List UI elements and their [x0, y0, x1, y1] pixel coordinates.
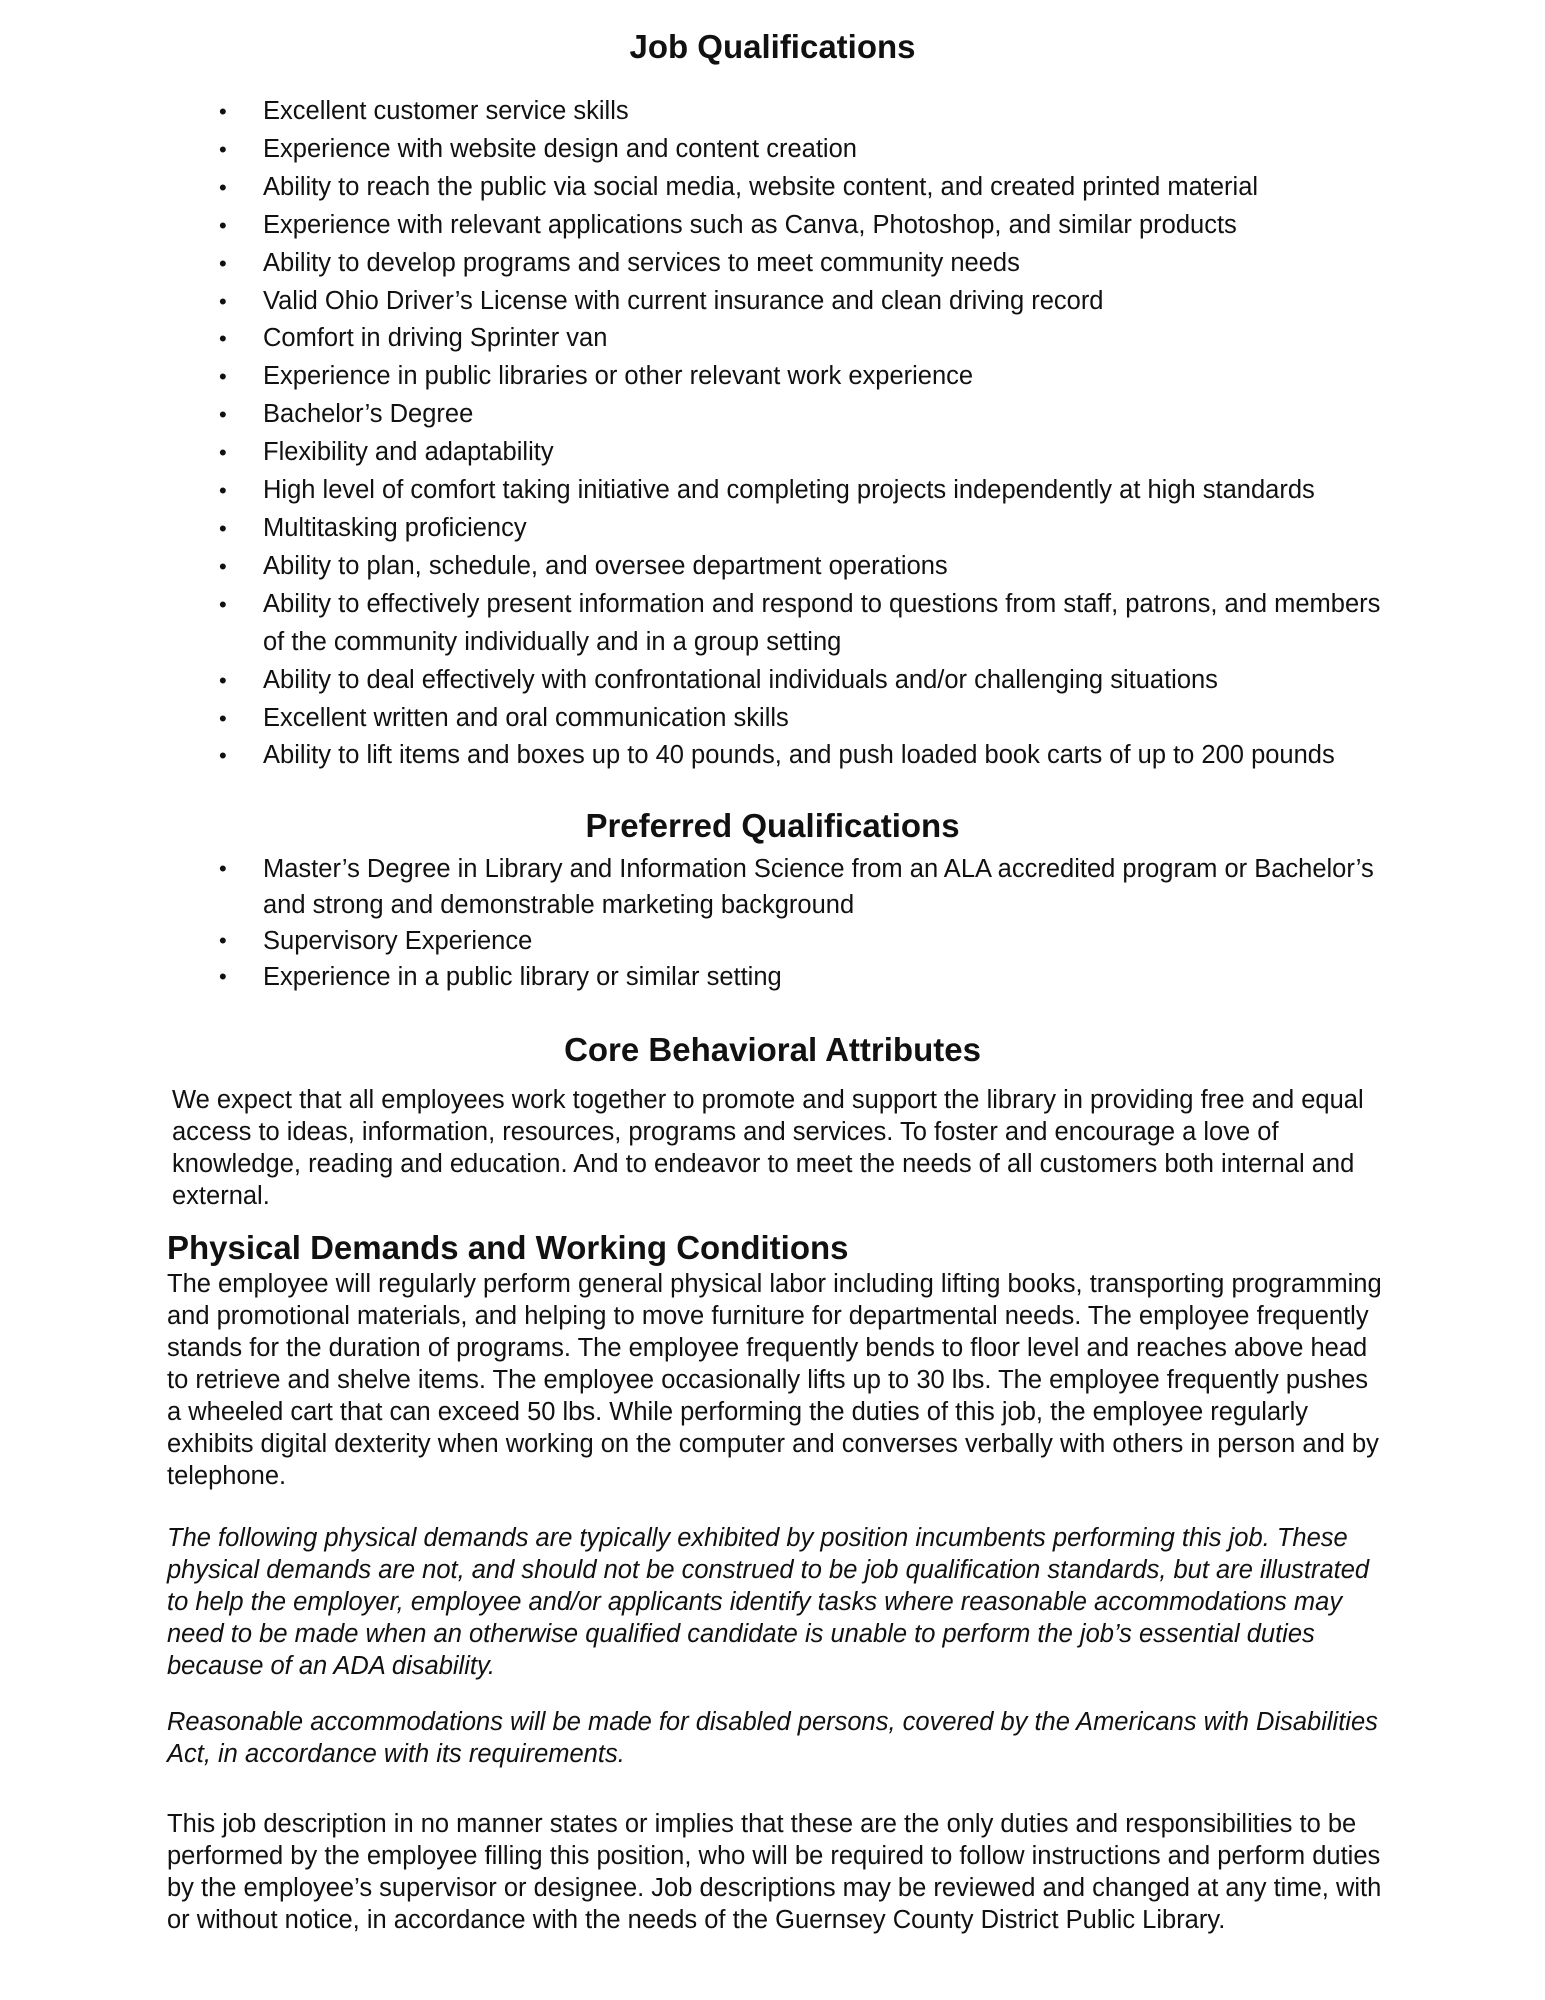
- list-item: [0, 358, 1545, 396]
- list-item-text: Experience in a public library or similar setting: [263, 963, 782, 991]
- list-item: [0, 737, 1545, 775]
- list-item: [0, 510, 1545, 548]
- list-item-text: Ability to develop programs and services to meet community needs: [263, 248, 1020, 277]
- list-item: [0, 700, 1545, 738]
- list-item-text: Experience in public libraries or other relevant work experience: [263, 362, 974, 391]
- bullet-icon: •: [219, 705, 227, 731]
- bullet-icon: •: [219, 964, 227, 989]
- list-item-text: Comfort in driving Sprinter van: [263, 324, 608, 353]
- bullet-icon: •: [219, 99, 227, 124]
- bullet-icon: •: [219, 326, 227, 352]
- bullet-icon: •: [219, 667, 227, 693]
- bullet-icon: •: [219, 402, 227, 428]
- accommodations-note: Reasonable accommodations will be made for disabled persons, covered by the Americans with Disabilities Act, in accordance with its requirements.: [167, 1708, 1378, 1768]
- list-item-text: Experience with website design and content creation: [263, 134, 857, 163]
- list-item-text: Valid Ohio Driver’s License with current insurance and clean driving record: [263, 286, 1104, 315]
- list-item: [0, 169, 1545, 207]
- list-item: [0, 245, 1545, 283]
- list-item: [0, 548, 1545, 586]
- bullet-icon: •: [219, 591, 227, 617]
- physical-demands-note: The following physical demands are typically exhibited by position incumbents performing this job. These physical demands are not, and should not be construed to be job qualification standards, but are illustrated to help the employer, employee and/or applicants identify tasks where reasonable accommodations may need to be made when an otherwise qualified candidate is unable to perform the job’s essential duties because of an ADA disability.: [167, 1524, 1370, 1680]
- bullet-icon: •: [219, 212, 227, 238]
- list-item: [0, 851, 1545, 923]
- job-qualifications-heading: Job Qualifications: [629, 28, 916, 65]
- preferred-qualifications-list: [0, 851, 1545, 995]
- bullet-icon: •: [219, 440, 227, 466]
- bullet-icon: •: [219, 928, 227, 953]
- bullet-icon: •: [219, 364, 227, 390]
- core-behavioral-attributes-heading: Core Behavioral Attributes: [564, 1031, 981, 1068]
- bullet-icon: •: [219, 515, 227, 541]
- bullet-icon: •: [219, 288, 227, 314]
- list-item-text: High level of comfort taking initiative and completing projects independently at high standards: [263, 476, 1315, 505]
- list-item: [0, 662, 1545, 700]
- physical-demands-text: The employee will regularly perform general physical labor including lifting books, transporting programming and promotional materials, and helping to move furniture for departmental needs. The employee frequently stands for the duration of programs. The employee frequently bends to floor level and reaches above head to retrieve and shelve items. The employee occasionally lifts up to 30 lbs. The employee frequently pushes a wheeled cart that can exceed 50 lbs. While performing the duties of this job, the employee regularly exhibits digital dexterity when working on the computer and converses verbally with others in person and by telephone.: [167, 1270, 1382, 1490]
- physical-demands-heading: Physical Demands and Working Conditions: [167, 1229, 849, 1266]
- bullet-icon: •: [219, 743, 227, 769]
- list-item-text: Ability to reach the public via social media, website content, and created printed material: [263, 172, 1259, 201]
- bullet-icon: •: [219, 174, 227, 200]
- list-item-text: Flexibility and adaptability: [263, 438, 554, 467]
- list-item: [0, 283, 1545, 321]
- job-description-disclaimer: This job description in no manner states or implies that these are the only duties and responsibilities to be performed by the employee filling this position, who will be required to follow instructions and perform duties by the employee’s supervisor or designee. Job descriptions may be reviewed and changed at any time, with or without notice, in accordance with the needs of the Guernsey County District Public Library.: [167, 1810, 1382, 1934]
- core-behavioral-attributes-text: We expect that all employees work together to promote and support the library in providing free and equal access to ideas, information, resources, programs and services. To foster and encourage a love of knowledge, reading and education. And to endeavor to meet the needs of all customers both internal and external.: [172, 1086, 1364, 1210]
- list-item-text: Excellent written and oral communication skills: [263, 703, 789, 732]
- list-item-text: Ability to effectively present information and respond to questions from staff, patrons, and members of the community individually and in a group setting: [263, 589, 1381, 656]
- preferred-qualifications-heading: Preferred Qualifications: [585, 807, 960, 844]
- list-item: [0, 93, 1545, 131]
- job-qualifications-list: [0, 93, 1545, 775]
- list-item: [0, 396, 1545, 434]
- bullet-icon: •: [219, 553, 227, 579]
- bullet-icon: •: [219, 856, 227, 881]
- list-item-text: Ability to plan, schedule, and oversee department operations: [263, 551, 948, 580]
- bullet-icon: •: [219, 250, 227, 276]
- list-item-text: Excellent customer service skills: [263, 97, 629, 125]
- bullet-icon: •: [219, 478, 227, 504]
- list-item: [0, 923, 1545, 959]
- list-item-text: Bachelor’s Degree: [263, 400, 474, 429]
- list-item: [0, 472, 1545, 510]
- list-item: [0, 207, 1545, 245]
- list-item-text: Ability to lift items and boxes up to 40 pounds, and push loaded book carts of up to 200 pounds: [263, 741, 1335, 770]
- bullet-icon: •: [219, 136, 227, 162]
- list-item: [0, 131, 1545, 169]
- list-item: [0, 320, 1545, 358]
- list-item: [0, 586, 1545, 662]
- list-item: [0, 434, 1545, 472]
- list-item: [0, 959, 1545, 995]
- list-item-text: Ability to deal effectively with confrontational individuals and/or challenging situations: [263, 665, 1218, 694]
- list-item-text: Supervisory Experience: [263, 927, 533, 955]
- list-item-text: Experience with relevant applications such as Canva, Photoshop, and similar products: [263, 210, 1237, 239]
- list-item-text: Master’s Degree in Library and Information Science from an ALA accredited program or Bachelor’s and strong and demonstrable marketing background: [263, 855, 1374, 919]
- list-item-text: Multitasking proficiency: [263, 513, 527, 542]
